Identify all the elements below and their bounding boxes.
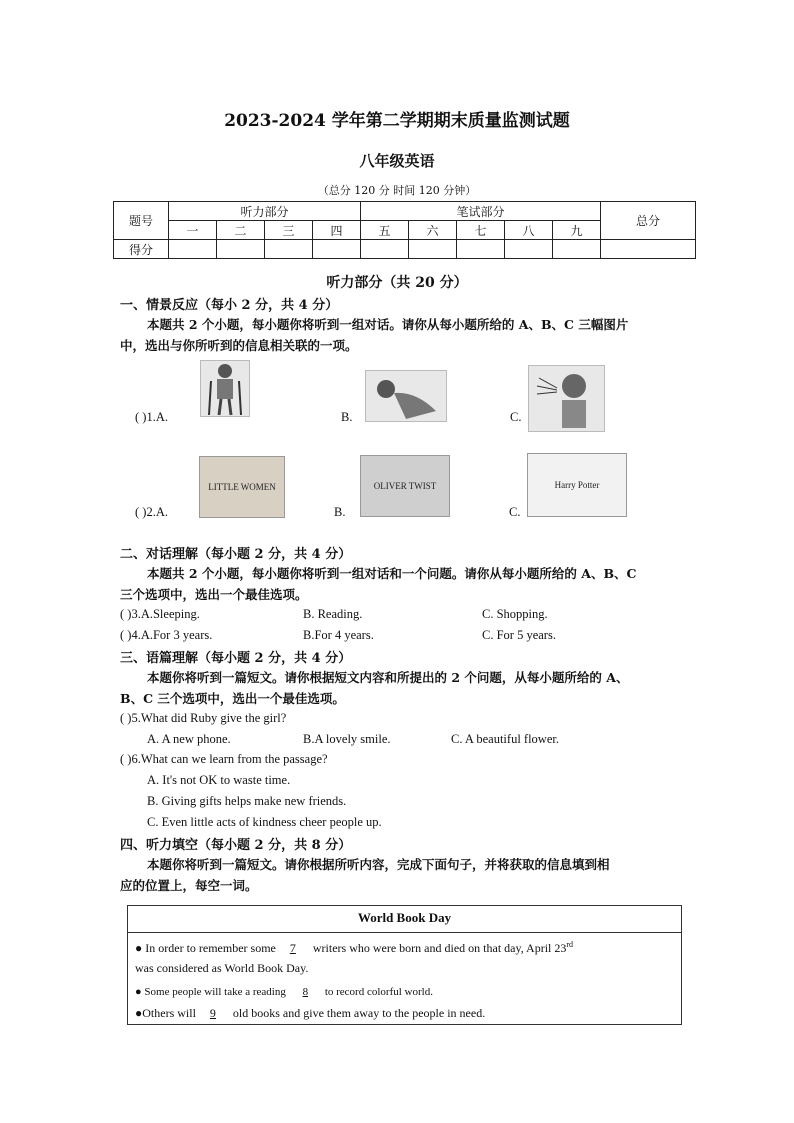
option-2b: B. <box>334 505 346 519</box>
option-5a: A. A new phone. <box>147 732 231 746</box>
world-book-day-box <box>127 905 682 1025</box>
part2-desc: 三个选项中，选出一个最佳选项。 <box>120 587 308 602</box>
score-cell[interactable] <box>217 240 265 259</box>
box-line-1: ● In order to remember some 7 writers who were born and died on that day, April 23rd <box>135 940 574 955</box>
option-6b: B. Giving gifts helps make new friends. <box>147 794 347 808</box>
question-6: ( )6.What can we learn from the passage? <box>120 752 328 766</box>
num-cell: 六 <box>409 221 457 240</box>
score-cell[interactable] <box>457 240 505 259</box>
part4-desc: 应的位置上，每空一词。 <box>120 878 258 893</box>
question-1: ( )1.A. <box>135 410 168 424</box>
person-icon <box>529 366 604 431</box>
blank-9[interactable]: 9 <box>209 1006 216 1020</box>
group-writing: 笔试部分 <box>361 202 601 221</box>
part4-heading: 四、听力填空（每小题 2 分，共 8 分） <box>120 838 352 853</box>
total-score-cell[interactable] <box>601 240 696 259</box>
person-coughing-image <box>365 370 447 422</box>
num-cell: 四 <box>313 221 361 240</box>
question-3: ( )3.A.Sleeping. <box>120 607 200 621</box>
part3-desc: B、C 三个选项中，选出一个最佳选项。 <box>120 691 345 706</box>
score-cell[interactable] <box>313 240 361 259</box>
part3-heading: 三、语篇理解（每小题 2 分，共 4 分） <box>120 651 352 666</box>
person-icon <box>366 371 446 421</box>
option-4c: C. For 5 years. <box>482 628 556 642</box>
exam-note: （总分 120 分 时间 120 分钟） <box>317 184 477 197</box>
num-cell: 五 <box>361 221 409 240</box>
part4-desc: 本题你将听到一篇短文。请你根据所听内容，完成下面句子，并将获取的信息填到相 <box>147 857 610 872</box>
person-sneezing-image <box>528 365 605 432</box>
exam-title: 2023-2024 学年第二学期期末质量监测试题 <box>224 111 570 131</box>
score-cell[interactable] <box>169 240 217 259</box>
box-line-4: ●Others will 9 old books and give them away to the people in need. <box>135 1006 486 1020</box>
person-crutches-image <box>200 360 250 417</box>
box-title: World Book Day <box>128 906 681 933</box>
question-2: ( )2.A. <box>135 505 168 519</box>
exam-subtitle: 八年级英语 <box>359 152 435 170</box>
part3-desc: 本题你将听到一篇短文。请你根据短文内容和所提出的 2 个问题，从每小题所给的 A、 <box>147 670 629 685</box>
num-cell: 三 <box>265 221 313 240</box>
total-label: 总分 <box>601 202 696 240</box>
num-cell: 一 <box>169 221 217 240</box>
score-cell[interactable] <box>361 240 409 259</box>
num-cell: 九 <box>553 221 601 240</box>
person-icon <box>201 361 249 416</box>
question-4: ( )4.A.For 3 years. <box>120 628 213 642</box>
question-5: ( )5.What did Ruby give the girl? <box>120 711 287 725</box>
score-cell[interactable] <box>505 240 553 259</box>
num-cell: 七 <box>457 221 505 240</box>
option-4b: B.For 4 years. <box>303 628 374 642</box>
row-label: 得分 <box>114 240 169 259</box>
group-listening: 听力部分 <box>169 202 361 221</box>
blank-8[interactable]: 8 <box>302 986 309 998</box>
part1-heading: 一、情景反应（每小 2 分，共 4 分） <box>120 298 339 313</box>
col-label: 题号 <box>114 202 169 240</box>
part2-desc: 本题共 2 个小题，每小题你将听到一组对话和一个问题。请你从每小题所给的 A、B、C <box>147 566 637 581</box>
part2-heading: 二、对话理解（每小题 2 分，共 4 分） <box>120 547 352 562</box>
box-line-2: was considered as World Book Day. <box>135 961 309 975</box>
book-little-women-image: LITTLE WOMEN <box>199 456 285 518</box>
part1-desc: 中，选出与你所听到的信息相关联的一项。 <box>120 338 358 353</box>
option-2c: C. <box>509 505 521 519</box>
book-harry-potter-image: Harry Potter <box>527 453 627 517</box>
option-5b: B.A lovely smile. <box>303 732 391 746</box>
option-1b: B. <box>341 410 353 424</box>
option-6a: A. It's not OK to waste time. <box>147 773 291 787</box>
blank-7[interactable]: 7 <box>289 941 296 955</box>
option-3c: C. Shopping. <box>482 607 548 621</box>
book-oliver-twist-image: OLIVER TWIST <box>360 455 450 517</box>
option-1c: C. <box>510 410 522 424</box>
score-table <box>113 201 696 259</box>
score-cell[interactable] <box>553 240 601 259</box>
option-3b: B. Reading. <box>303 607 363 621</box>
num-cell: 八 <box>505 221 553 240</box>
option-5c: C. A beautiful flower. <box>451 732 559 746</box>
part1-desc: 本题共 2 个小题，每小题你将听到一组对话。请你从每小题所给的 A、B、C 三幅图片 <box>147 317 629 332</box>
score-cell[interactable] <box>409 240 457 259</box>
num-cell: 二 <box>217 221 265 240</box>
box-line-3: ● Some people will take a reading 8 to record colorful world. <box>135 986 433 998</box>
listening-title: 听力部分（共 20 分） <box>326 275 468 291</box>
option-6c: C. Even little acts of kindness cheer people up. <box>147 815 382 829</box>
score-cell[interactable] <box>265 240 313 259</box>
